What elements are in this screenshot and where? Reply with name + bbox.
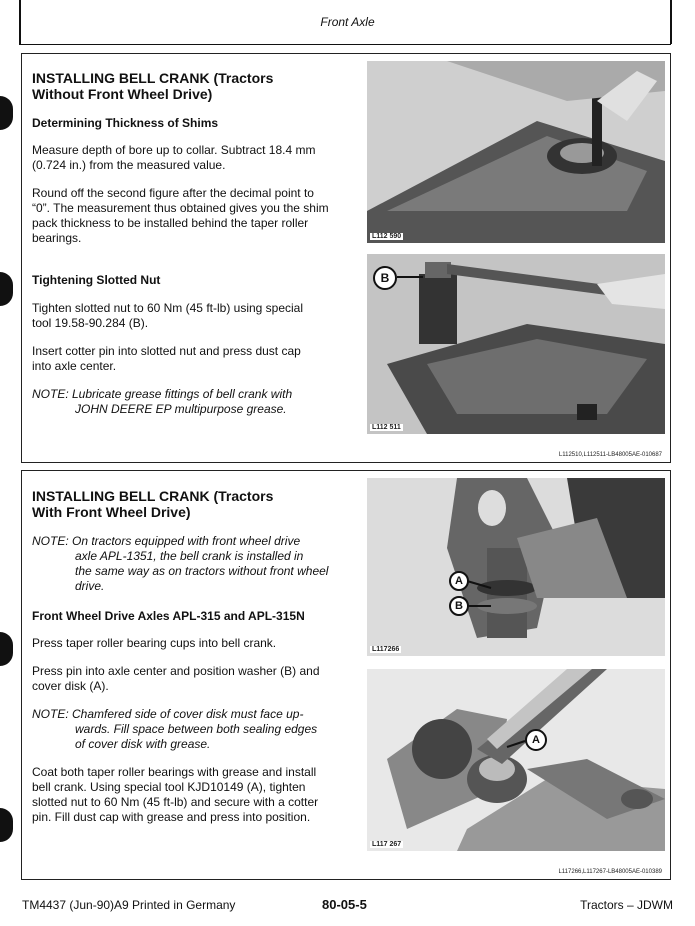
callout-a: A	[449, 571, 469, 591]
reference-code: L117266,L117267-LB48005AE-010389	[558, 869, 662, 875]
section2-para-coat: Coat both taper roller bearings with grease and install bell crank. Using special tool KJD10149 (A), tighten slotted nut to 60 Nm (45 ft-lb) and secure with a cotter pin. Fill dust cap with grease and press into position.	[32, 765, 319, 824]
section1-para-cotter: Insert cotter pin into slotted nut and press dust cap into axle center.	[32, 344, 301, 373]
callout-a: A	[525, 729, 547, 751]
footer-product: Tractors – JDWM	[580, 898, 673, 912]
binder-tab	[0, 808, 13, 842]
section1-subheading-nut: Tightening Slotted Nut	[32, 273, 161, 287]
section1-note: NOTE: Lubricate grease fittings of bell crank with JOHN DEERE EP multipurpose grease.	[32, 387, 293, 416]
section1-text	[32, 70, 352, 417]
section2-para-washer: Press pin into axle center and position washer (B) and cover disk (A).	[32, 664, 320, 693]
section1-title: INSTALLING BELL CRANK (Tractors Without Front Wheel Drive)	[32, 70, 274, 102]
reference-code: L112510,L112511-LB48005AE-010687	[558, 452, 662, 458]
photo-id: L117266	[372, 646, 400, 653]
binder-tab	[0, 96, 13, 130]
section-without-fwd	[21, 53, 671, 463]
binder-tab	[0, 632, 13, 666]
photo-id: L117 267	[372, 841, 402, 848]
photo-id: L112 511	[372, 424, 401, 431]
section2-subheading-axles: Front Wheel Drive Axles APL-315 and APL-315N	[32, 609, 305, 623]
section1-para-tighten: Tighten slotted nut to 60 Nm (45 ft-lb) using special tool 19.58-90.284 (B).	[32, 301, 304, 330]
section2-title: INSTALLING BELL CRANK (Tractors With Front Wheel Drive)	[32, 488, 274, 520]
callout-b: B	[373, 266, 397, 290]
section2-note-apl1351: NOTE: On tractors equipped with front wheel drive axle APL-1351, the bell crank is installed in the same way as on tractors without front wheel drive.	[32, 534, 329, 593]
section2-para-cups: Press taper roller bearing cups into bell crank.	[32, 636, 277, 650]
footer-manual-id: TM4437 (Jun-90)A9 Printed in Germany	[22, 898, 236, 912]
photo-bore-depth	[367, 61, 665, 243]
photo-slotted-nut	[367, 254, 665, 434]
section-with-fwd	[21, 470, 671, 880]
section1-subheading-shims: Determining Thickness of Shims	[32, 116, 219, 130]
page-header: Front Axle	[320, 15, 375, 29]
callout-b: B	[449, 596, 469, 616]
section1-para-roundoff: Round off the second figure after the decimal point to “0”. The measurement thus obtained gives you the shim pack thickness to be installed behind the taper roller bearings.	[32, 186, 329, 245]
header-divider	[19, 44, 671, 45]
photo-washer-cover-disk	[367, 478, 665, 656]
photo-id: L112 590	[372, 233, 402, 240]
photo-special-tool	[367, 669, 665, 851]
binder-tab	[0, 272, 13, 306]
footer-page-number: 80-05-5	[322, 897, 367, 912]
section2-text	[32, 488, 352, 825]
section2-note-chamfer: NOTE: Chamfered side of cover disk must face up- wards. Fill space between both sealing edges of cover disk with grease.	[32, 707, 318, 751]
section1-para-measure: Measure depth of bore up to collar. Subtract 18.4 mm (0.724 in.) from the measured value.	[32, 143, 316, 172]
